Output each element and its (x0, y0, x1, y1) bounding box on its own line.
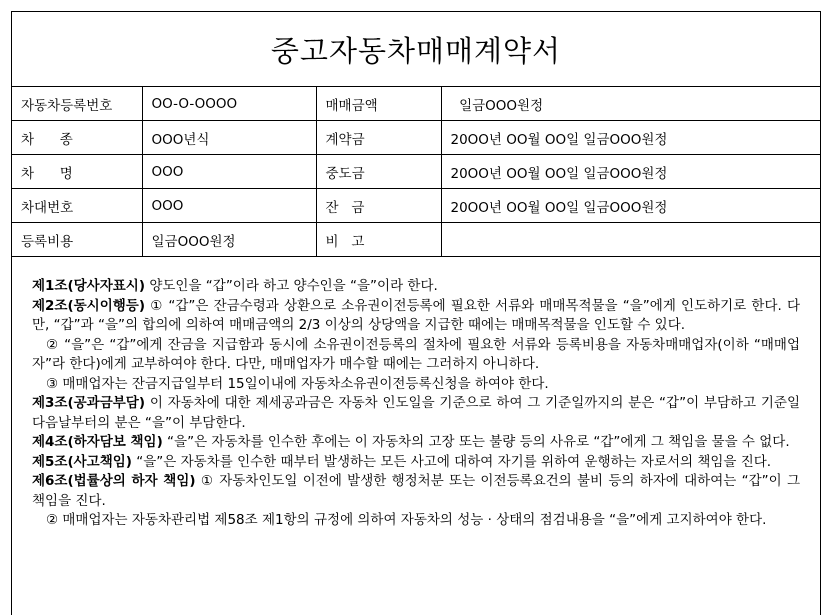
contract-terms (12, 257, 820, 531)
article-body: “을”은 자동차를 인수한 후에는 이 자동차의 고장 또는 불량 등의 사유로 “갑”에게 그 책임을 물을 수 없다. (162, 434, 790, 450)
info-cell-label: 자동차등록번호 (12, 87, 142, 121)
info-cell-label: 차 명 (12, 155, 142, 189)
article-body: 이 자동차에 대한 제세공과금은 자동차 인도일을 기준으로 하여 그 기준일까지의 분은 “갑”이 부담하고 기준일 다음날부터의 분은 “을”이 부담한다. (32, 395, 800, 431)
info-cell-value: OO-O-OOOO (142, 87, 316, 121)
article-heading: 제1조(당사자표시) (32, 278, 146, 294)
article-paragraph (32, 394, 800, 433)
article-body: ① 자동차인도일 이전에 발생한 행정처분 또는 이전등록요건의 불비 등의 하자에 대하여는 “갑”이 그 책임을 진다. (32, 473, 800, 509)
info-cell-label: 중도금 (316, 155, 441, 189)
article-paragraph (32, 453, 800, 473)
article-body: ③ 매매업자는 잔금지급일부터 15일이내에 자동차소유권이전등록신청을 하여야 한다. (46, 375, 549, 392)
info-cell-label: 비 고 (316, 223, 441, 257)
info-cell-value: OOO (142, 189, 316, 223)
article-body: ② 매매업자는 자동차관리법 제58조 제1항의 규정에 의하여 자동차의 성능 · 상태의 점검내용을 “을”에게 고지하여야 한다. (46, 512, 767, 528)
article-paragraph (32, 277, 800, 297)
info-cell-value (441, 223, 820, 257)
info-cell-label: 매매금액 (316, 87, 441, 121)
info-row (12, 223, 820, 257)
info-cell-value: 20OO년 OO월 OO일 일금OOO원정 (441, 155, 820, 189)
info-cell-value: 20OO년 OO월 OO일 일금OOO원정 (441, 121, 820, 155)
info-row (12, 189, 820, 223)
info-cell-label: 차 종 (12, 121, 142, 155)
info-cell-value: 일금OOO원정 (441, 87, 820, 121)
article-body: 양도인을 “갑”이라 하고 양수인을 “을”이라 한다. (145, 278, 438, 294)
info-row (12, 121, 820, 155)
article-heading: 제5조(사고책임) (32, 453, 132, 470)
info-cell-label: 차대번호 (12, 189, 142, 223)
article-heading: 제2조(동시이행등) (32, 297, 146, 314)
article-heading: 제3조(공과금부담) (32, 395, 146, 411)
info-cell-value: OOO년식 (142, 121, 316, 155)
vehicle-info-table (12, 87, 820, 257)
article-paragraph (32, 511, 800, 531)
article-paragraph (32, 297, 800, 336)
info-row (12, 87, 820, 121)
info-cell-label: 계약금 (316, 121, 441, 155)
article-paragraph (32, 472, 800, 511)
info-cell-label: 등록비용 (12, 223, 142, 257)
info-cell-value: OOO (142, 155, 316, 189)
article-paragraph (32, 375, 800, 395)
article-paragraph (32, 336, 800, 375)
article-heading: 제6조(법률상의 하자 책임) (32, 473, 196, 489)
document-title: 중고자동차매매계약서 (12, 12, 820, 87)
info-cell-value: 20OO년 OO월 OO일 일금OOO원정 (441, 189, 820, 223)
article-body: ① “갑”은 잔금수령과 상환으로 소유권이전등록에 필요한 서류와 매매목적물을 “을”에게 인도하기로 한다. 다만, “갑”과 “을”의 합의에 의하여 매매금액의 2/3 이상의 상당액을 지급한 때에는 매매목적물을 인도할 수 있다. (32, 297, 800, 333)
contract-document (11, 11, 821, 615)
article-heading: 제4조(하자담보 책임) (32, 434, 163, 450)
info-cell-value: 일금OOO원정 (142, 223, 316, 257)
info-cell-label: 잔 금 (316, 189, 441, 223)
article-paragraph (32, 433, 800, 453)
info-row (12, 155, 820, 189)
article-body: “을”은 자동차를 인수한 때부터 발생하는 모든 사고에 대하여 자기를 위하여 운행하는 자로서의 책임을 진다. (131, 453, 772, 470)
article-body: ② “을”은 “갑”에게 잔금을 지급함과 동시에 소유권이전등록의 절차에 필요한 서류와 등록비용을 자동차매매업자(이하 “매매업자”라 한다)에게 교부하여야 한다. 다만, 매매업자가 매수할 때에는 그러하지 아니하다. (32, 336, 800, 372)
